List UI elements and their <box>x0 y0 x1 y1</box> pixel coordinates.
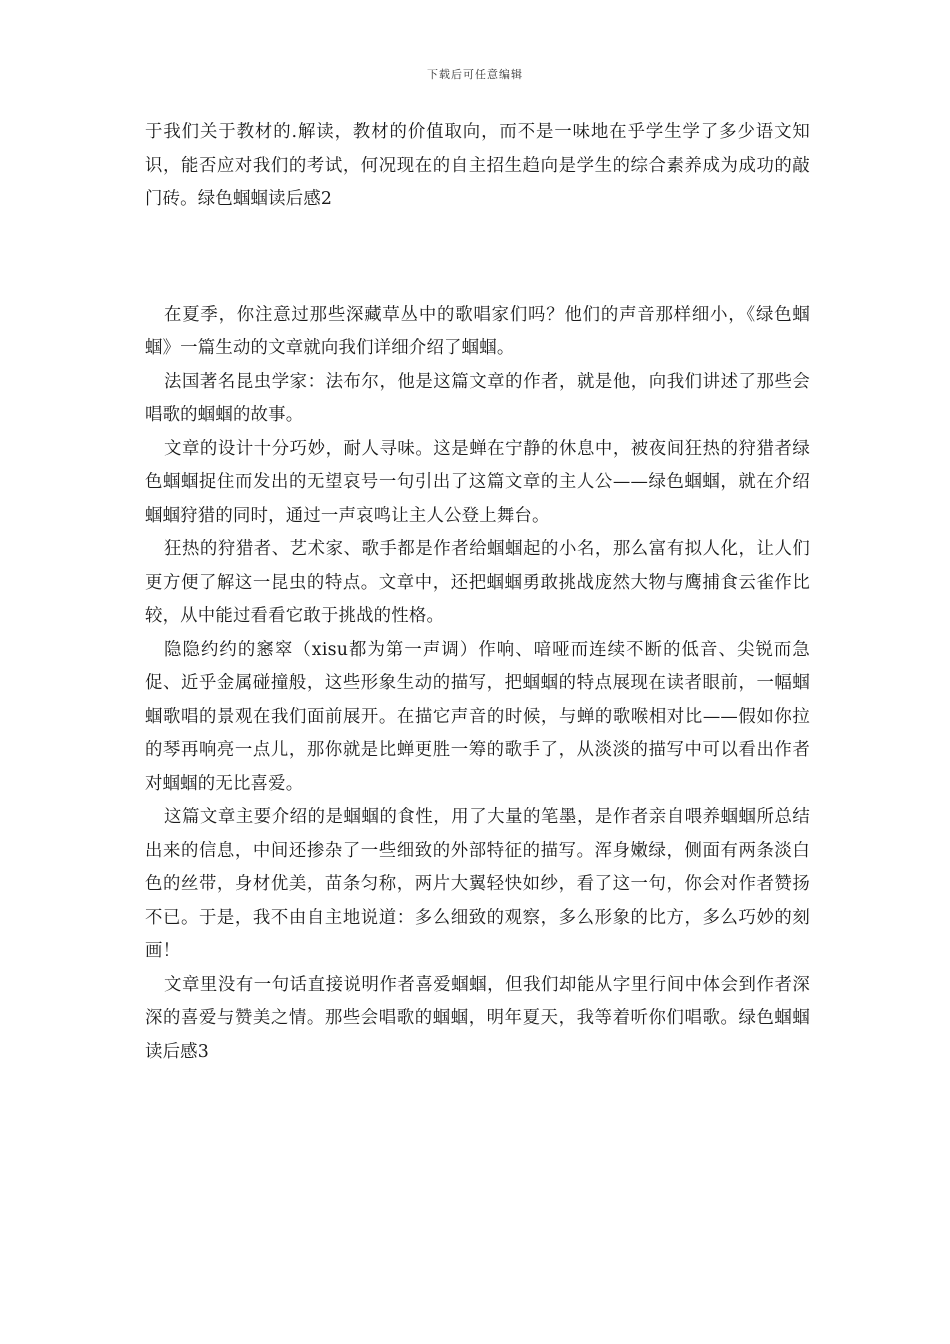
paragraph-sound: 隐隐约约的窸窣（xisu都为第一声调）作响、喑哑而连续不断的低音、尖锐而急促、近乎金属碰撞般，这些形象生动的描写，把蝈蝈的特点展现在读者眼前，一幅蝈蝈歌唱的景观在我们面前展开。在描它声音的时候，与蝉的歌喉相对比——假如你拉的琴再响亮一点儿，那你就是比蝉更胜一筹的歌手了，从淡淡的描写中可以看出作者对蝈蝈的无比喜爱。 <box>145 639 810 794</box>
paragraph-design: 文章的设计十分巧妙，耐人寻味。这是蝉在宁静的休息中，被夜间狂热的狩猎者绿色蝈蝈捉住而发出的无望哀号一句引出了这篇文章的主人公——绿色蝈蝈，就在介绍蝈蝈狩猎的同时，通过一声哀鸣让主人公登上舞台。 <box>145 438 810 526</box>
article-body <box>145 116 810 1069</box>
section-gap <box>145 217 810 299</box>
intro-paragraph: 于我们关于教材的.解读，教材的价值取向，而不是一味地在乎学生学了多少语文知识，能否应对我们的考试，何况现在的自主招生趋向是学生的综合素养成为成功的敲门砖。绿色蝈蝈读后感2 <box>145 122 810 209</box>
paragraph-summer-singers: 在夏季，你注意过那些深藏草丛中的歌唱家们吗？他们的声音那样细小，《绿色蝈蝈》一篇生动的文章就向我们详细介绍了蝈蝈。 <box>145 304 810 358</box>
paragraph-diet: 这篇文章主要介绍的是蝈蝈的食性，用了大量的笔墨，是作者亲自喂养蝈蝈所总结出来的信息，中间还掺杂了一些细致的外部特征的描写。浑身嫩绿，侧面有两条淡白色的丝带，身材优美，苗条匀称，两片大翼轻快如纱，看了这一句，你会对作者赞扬不已。于是，我不由自主地说道：多么细致的观察，多么形象的比方，多么巧妙的刻画！ <box>145 807 810 961</box>
paragraph-conclusion: 文章里没有一句话直接说明作者喜爱蝈蝈，但我们却能从字里行间中体会到作者深深的喜爱与赞美之情。那些会唱歌的蝈蝈，明年夏天，我等着听你们唱歌。绿色蝈蝈读后感3 <box>145 974 810 1062</box>
paragraph-nicknames: 狂热的狩猎者、艺术家、歌手都是作者给蝈蝈起的小名，那么富有拟人化，让人们更方便了解这一昆虫的特点。文章中，还把蝈蝈勇敢挑战庞然大物与鹰捕食云雀作比较，从中能过看看它敢于挑战的性格。 <box>145 539 810 626</box>
page-header-note: 下载后可任意编辑 <box>427 68 523 81</box>
paragraph-author-fabre: 法国著名昆虫学家：法布尔，他是这篇文章的作者，就是他，向我们讲述了那些会唱歌的蝈蝈的故事。 <box>145 371 810 425</box>
